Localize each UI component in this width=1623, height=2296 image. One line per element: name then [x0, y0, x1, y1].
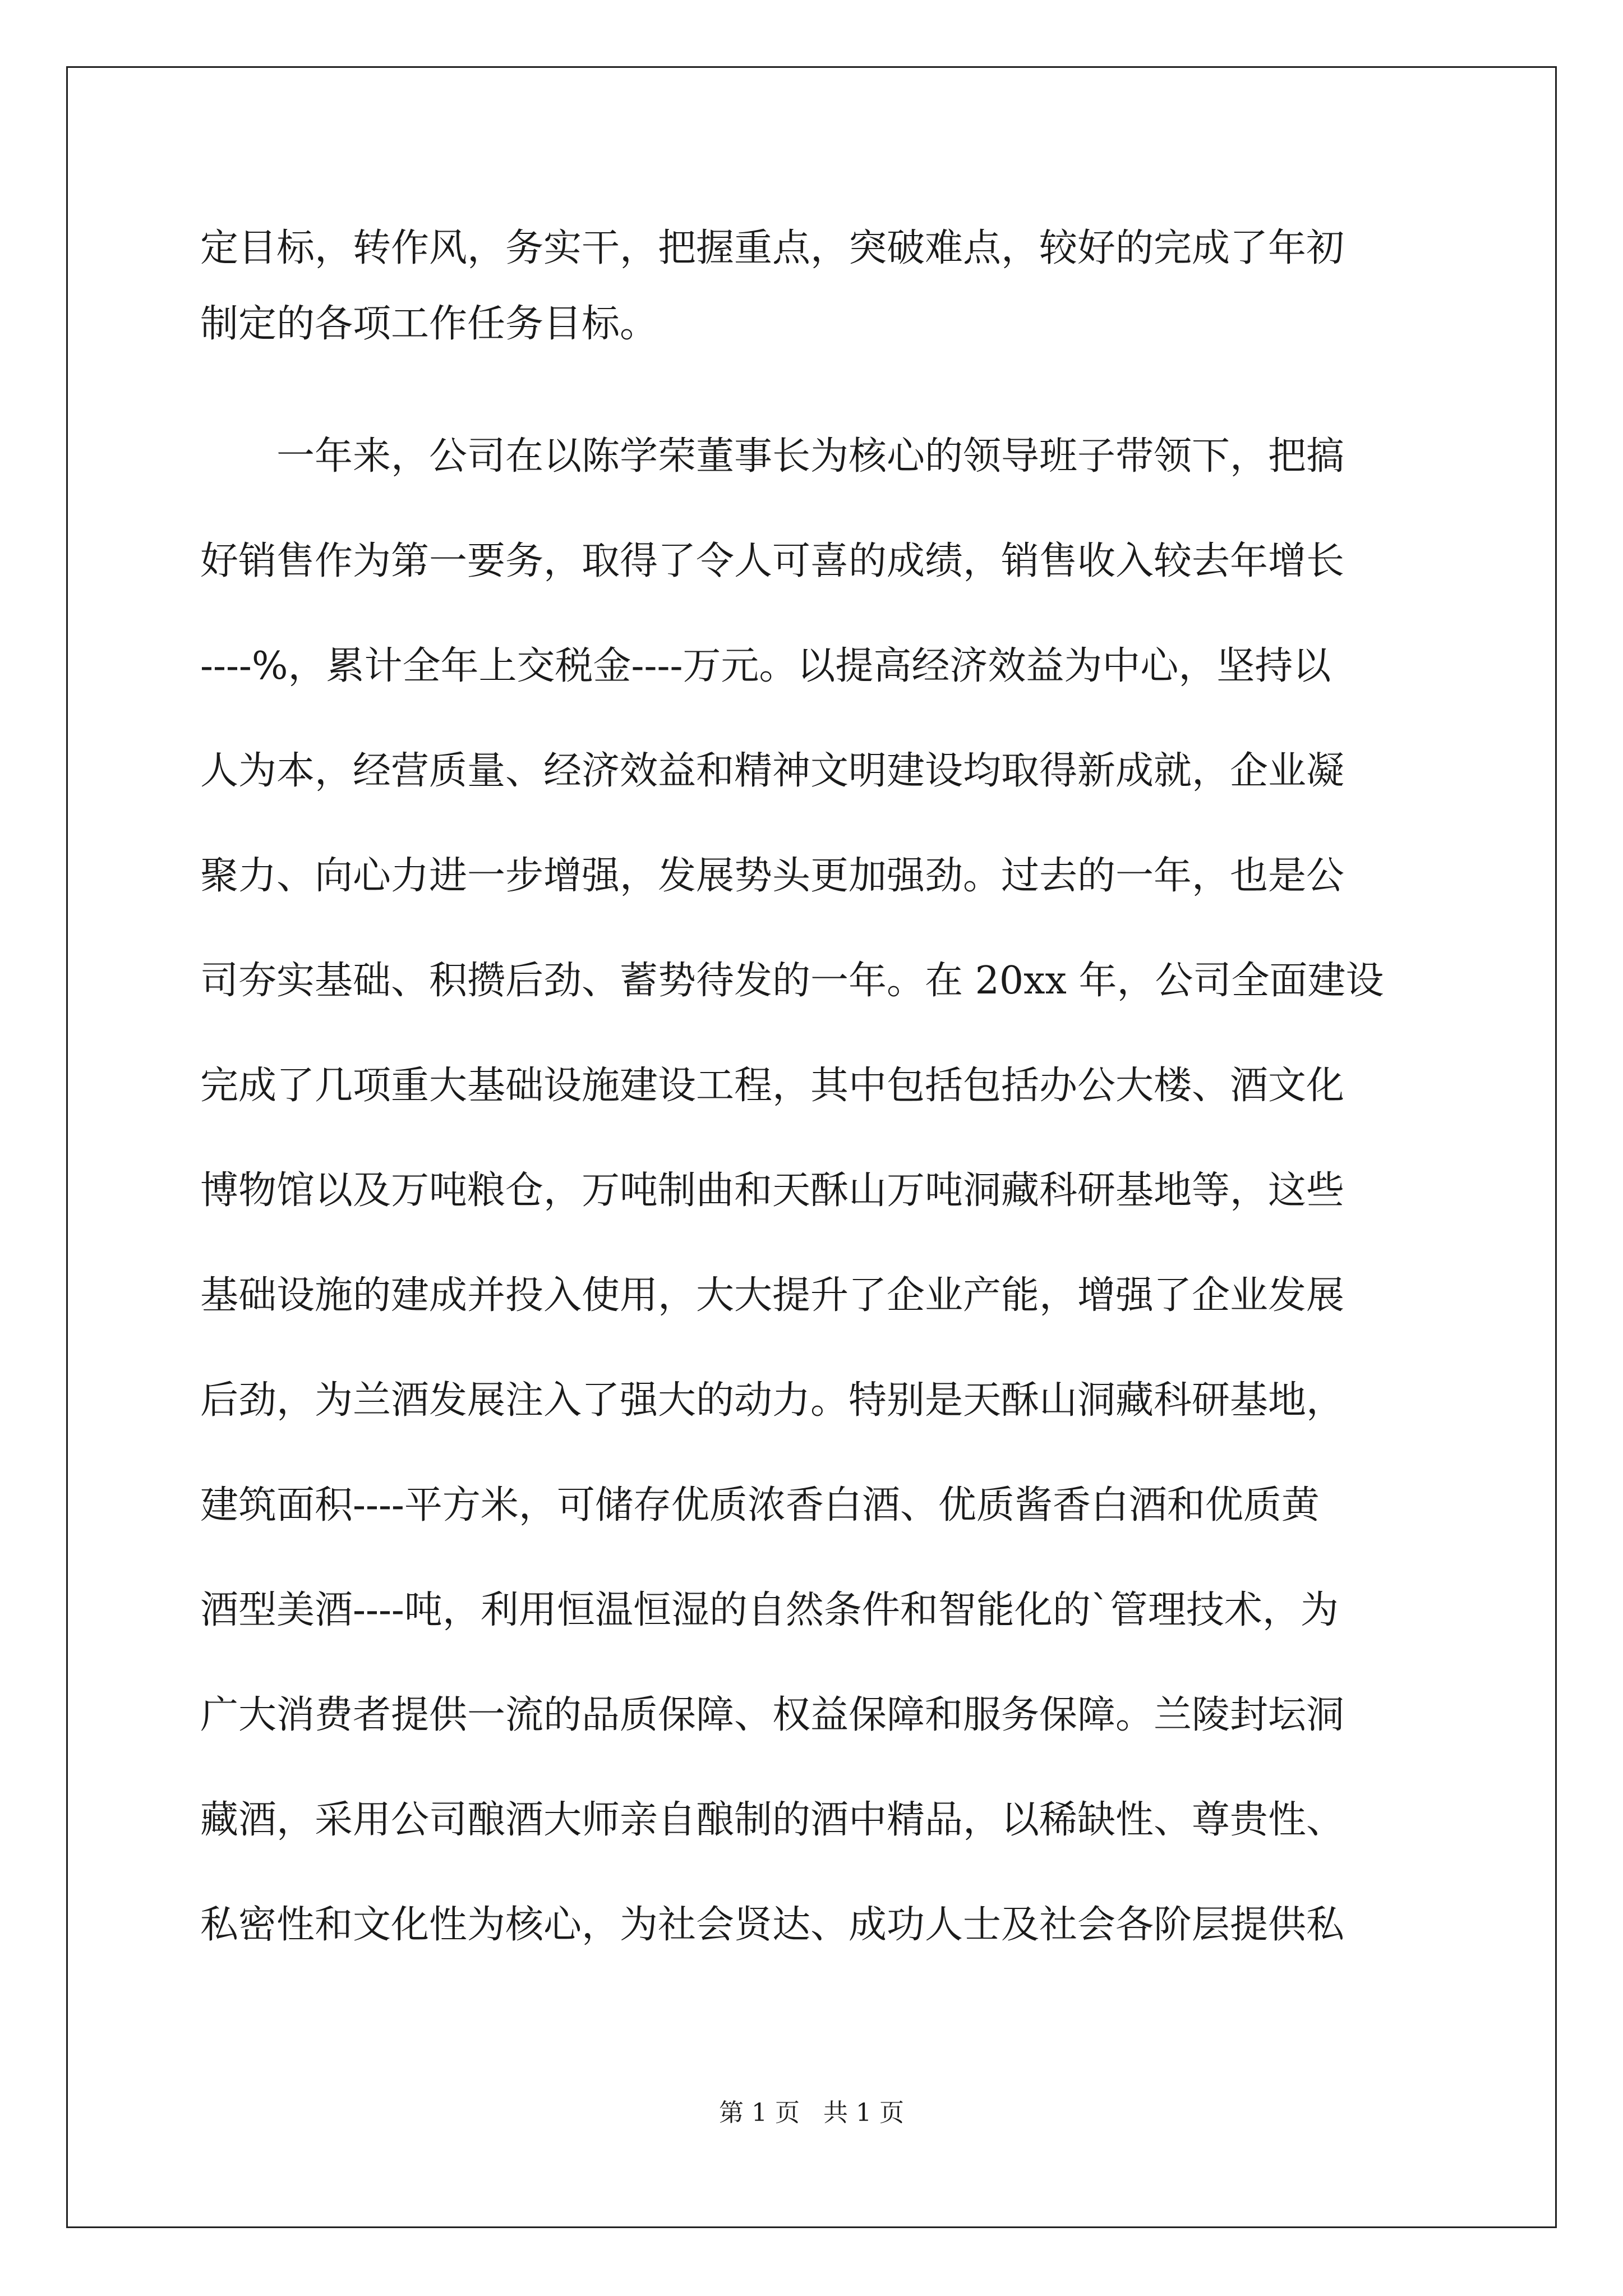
body-line: 博物馆以及万吨粮仓，万吨制曲和天酥山万吨洞藏科研基地等，这些 — [200, 1168, 1345, 1213]
page-footer: 第 1 页 共 1 页 — [719, 2099, 904, 2127]
body-line: 司夯实基础、积攒后劲、蓄势待发的一年。在 20xx 年，公司全面建设 — [200, 959, 1384, 1003]
body-line: ----%，累计全年上交税金----万元。以提高经济效益为中心，坚持以 — [200, 644, 1331, 688]
body-line: 广大消费者提供一流的品质保障、权益保障和服务保障。兰陵封坛洞 — [200, 1693, 1345, 1737]
body-line: 建筑面积----平方米，可储存优质浓香白酒、优质酱香白酒和优质黄 — [200, 1483, 1320, 1527]
body-line: 人为本，经营质量、经济效益和精神文明建设均取得新成就，企业凝 — [200, 749, 1345, 793]
body-line: 一年来，公司在以陈学荣董事长为核心的领导班子带领下，把搞 — [200, 434, 1345, 478]
body-line: 酒型美酒----吨，利用恒温恒湿的自然条件和智能化的`管理技术，为 — [200, 1588, 1339, 1632]
body-line: 基础设施的建成并投入使用，大大提升了企业产能，增强了企业发展 — [200, 1273, 1345, 1318]
body-line: 制定的各项工作任务目标。 — [200, 302, 658, 346]
body-line: 好销售作为第一要务，取得了令人可喜的成绩，销售收入较去年增长 — [200, 539, 1345, 583]
body-line: 私密性和文化性为核心，为社会贤达、成功人士及社会各阶层提供私 — [200, 1903, 1345, 1947]
body-line: 完成了几项重大基础设施建设工程，其中包括包括办公大楼、酒文化 — [200, 1064, 1345, 1108]
body-line: 聚力、向心力进一步增强，发展势头更加强劲。过去的一年，也是公 — [200, 854, 1345, 898]
body-line: 藏酒，采用公司酿酒大师亲自酿制的酒中精品，以稀缺性、尊贵性、 — [200, 1798, 1345, 1842]
body-line: 后劲，为兰酒发展注入了强大的动力。特别是天酥山洞藏科研基地， — [200, 1378, 1345, 1423]
body-line: 定目标，转作风，务实干，把握重点，突破难点，较好的完成了年初 — [200, 226, 1345, 270]
